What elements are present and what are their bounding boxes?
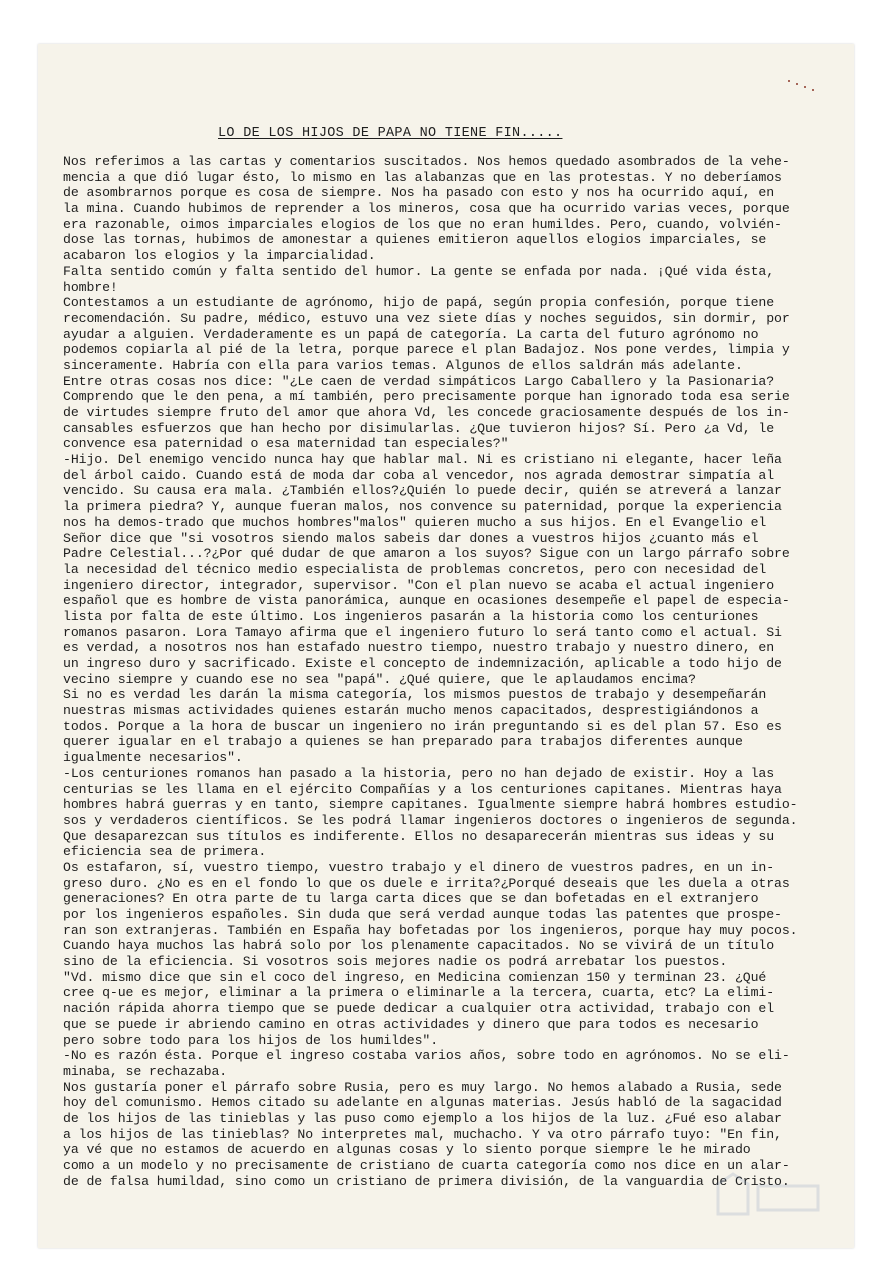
text-line: Contestamos a un estudiante de agrónomo, hijo de papá, según propia confesión, porque tiene — [63, 295, 775, 311]
text-line: sinceramente. Habría con ella para varios temas. Algunos de ellos saldrán más adelante. — [63, 357, 743, 373]
text-line: -Hijo. Del enemigo vencido nunca hay que hablar mal. Ni es cristiano ni elegante, hacer leña — [63, 452, 782, 468]
text-line: hombres habrá guerras y en tanto, siempre capitanes. Igualmente siempre habrá hombres estudio- — [63, 797, 798, 813]
text-line: sino de la eficiencia. Si vosotros sois mejores nadie os podrá arrebatar los puestos. — [63, 954, 728, 970]
text-line: "Vd. mismo dice que sin el coco del ingreso, en Medicina comienzan 150 y terminan 23. ¿Qué — [63, 969, 767, 985]
text-line: Que desaparezcan sus títulos es indiferente. Ellos no desaparecerán mientras sus ideas y su — [63, 828, 775, 844]
text-line: Nos gustaría poner el párrafo sobre Rusia, pero es muy largo. No hemos alabado a Rusia, sede — [63, 1079, 782, 1095]
text-line: lista por falta de este último. Los ingenieros pasarán a la historia como los centuriones — [63, 608, 759, 624]
text-line: nos ha demos-trado que muchos hombres"malos" quieren mucho a sus hijos. En el Evangelio el — [63, 514, 767, 530]
text-line: todos. Porque a la hora de buscar un ingeniero no irán preguntando si es del plan 57. Eso es — [63, 718, 782, 734]
text-line: -Los centuriones romanos han pasado a la historia, pero no han dejado de existir. Hoy a las — [63, 765, 775, 781]
text-line: de los hijos de las tinieblas y las puso como ejemplo a los hijos de la luz. ¿Fué eso alabar — [63, 1110, 782, 1126]
text-line: querer igualar en el trabajo a quienes se han preparado para trabajos diferentes aunque — [63, 734, 743, 750]
text-line: Señor dice que "si vosotros siendo malos sabeis dar dones a vuestros hijos ¿cuanto más el — [63, 530, 759, 546]
text-line: como a un modelo y no precisamente de cristiano de cuarta categoría como nos dice en un alar- — [63, 1158, 790, 1173]
document-body — [63, 154, 823, 1189]
text-line: Cuando haya muchos las habrá solo por los plenamente capacitados. No se vivirá de un título — [63, 938, 775, 954]
archive-watermark-icon — [708, 1164, 828, 1224]
text-line: es verdad, a nosotros nos han estafado nuestro tiempo, nuestro trabajo y nuestro dinero, en — [63, 640, 775, 656]
text-line: Comprendo que le den pena, a mí también, pero precisamente porque han ignorado toda esa serie — [63, 389, 790, 405]
text-line: Si no es verdad les darán la misma categoría, los mismos puestos de trabajo y desempeñarán — [63, 687, 767, 703]
text-line: ran son extranjeras. También en España hay bofetadas por los ingenieros, porque hay muy pocos. — [63, 922, 798, 938]
text-line: ayudar a alguien. Verdaderamente es un papá de categoría. La carta del futuro agrónomo no — [63, 326, 759, 342]
text-line: greso duro. ¿No es en el fondo lo que os duele e irrita?¿Porqué deseais que les duela a otras — [63, 875, 790, 891]
document-title: LO DE LOS HIJOS DE PAPA NO TIENE FIN..... — [218, 126, 563, 141]
text-line: nuestras mismas actividades quienes estarán mucho menos capacitados, desprestigiándonos a — [63, 703, 759, 719]
text-line: mencia a que dió lugar ésto, lo mismo en las alabanzas que en las protestas. Y no deberíamos — [63, 169, 782, 185]
text-line: pero sobre todo para los hijos de los humildes". — [63, 1032, 439, 1048]
text-line: acabaron los elogios y la imparcialidad. — [63, 248, 376, 264]
text-line: igualmente necesarios". — [63, 750, 243, 766]
text-line: convence esa paternidad o esa maternidad tan especiales?" — [63, 436, 509, 452]
text-line: Falta sentido común y falta sentido del humor. La gente se enfada por nada. ¡Qué vida ésta, — [63, 263, 775, 279]
text-line: por los ingenieros españoles. Sin duda que será verdad aunque todas las patentes que prospe- — [63, 907, 782, 922]
text-line: la mina. Cuando hubimos de reprender a los mineros, cosa que ha ocurrido varias veces, porque — [63, 201, 790, 217]
text-line: -No es razón ésta. Porque el ingreso costaba varios años, sobre todo en agrónomos. No se eli- — [63, 1048, 790, 1064]
text-line: cansables esfuerzos que han hecho por disimularlas. ¿Que tuvieron hijos? Sí. Pero ¿a Vd, le — [63, 420, 775, 436]
text-line: hoy del comunismo. Hemos citado su adelante en algunas materias. Jesús habló de la sagacidad — [63, 1095, 782, 1111]
text-line: Os estafaron, sí, vuestro tiempo, vuestro trabajo y el dinero de vuestros padres, en un in- — [63, 859, 775, 875]
text-line: sos y verdaderos científicos. Se les podrá llamar ingenieros doctores o ingenieros de segunda. — [63, 812, 798, 828]
text-line: cree q-ue es mejor, eliminar a la primera o eliminarle a la tercera, cuarta, etc? La elimi- — [63, 985, 775, 1001]
text-line: Entre otras cosas nos dice: "¿Le caen de verdad simpáticos Largo Caballero y la Pasionaria? — [63, 373, 775, 389]
text-line: vecino siempre y cuando ese no sea "papá". ¿Qué quiere, que le aplaudamos encima? — [63, 671, 696, 687]
text-line: Padre Celestial...?¿Por qué dudar de que amaron a los suyos? Sigue con un largo párrafo sobre — [63, 546, 790, 562]
text-line: podemos copiarla al pié de la letra, porque parece el plan Badajoz. Nos pone verdes, limpia y — [63, 342, 790, 358]
text-line: recomendación. Su padre, médico, estuvo una vez siete días y noches seguidos, sin dormir, por — [63, 310, 790, 326]
text-line: Nos referimos a las cartas y comentarios suscitados. Nos hemos quedado asombrados de la vehe- — [63, 154, 790, 169]
text-line: romanos pasaron. Lora Tamayo afirma que el ingeniero futuro lo será tanto como el actual. Si — [63, 624, 782, 640]
text-line: que se puede ir abriendo camino en otras actividades y dinero que para todos es necesario — [63, 1016, 759, 1032]
text-line: centurias se les llama en el ejército Compañías y a los centuriones capitanes. Mientras haya — [63, 781, 782, 797]
text-line: la necesidad del técnico medio especialista de problemas concretos, pero con necesidad del — [63, 561, 767, 577]
text-line: ingeniero director, integrador, supervisor. "Con el plan nuevo se acaba el actual ingeniero — [63, 577, 775, 593]
text-line: dose las tornas, hubimos de amonestar a quienes emitieron aquellos elogios imparciales, se — [63, 232, 767, 248]
text-line: a los hijos de las tinieblas? No interpretes mal, muchacho. Y va otro párrafo tuyo: "En fin, — [63, 1126, 782, 1142]
paper-stain — [784, 74, 824, 94]
text-line: generaciones? En otra parte de tu larga carta dices que se dan bofetadas en el extranjero — [63, 891, 759, 907]
text-line: de virtudes siempre fruto del amor que ahora Vd, les concede graciosamente después de los in- — [63, 405, 790, 420]
text-line: vencido. Su causa era mala. ¿También ellos?¿Quién lo puede decir, quién se atreverá a lanzar — [63, 483, 782, 499]
text-line: de de falsa humildad, sino como un cristiano de primera división, de la vanguardia de Cristo. — [63, 1173, 790, 1189]
text-line: hombre! — [63, 279, 118, 295]
text-line: de asombrarnos porque es cosa de siempre. Nos ha pasado con esto y nos ha ocurrido aquí, en — [63, 185, 775, 201]
document-page — [38, 44, 854, 1248]
text-line: eficiencia sea de primera. — [63, 844, 267, 860]
text-line: era razonable, oimos imparciales elogios de los que no eran humildes. Pero, cuando, volvién- — [63, 216, 782, 232]
text-line: español que es hombre de vista panorámica, aunque en ocasiones desempeñe el papel de especia- — [63, 593, 790, 609]
text-line: minaba, se rechazaba. — [63, 1063, 228, 1079]
text-line: ya vé que no estamos de acuerdo en algunas cosas y lo siento porque siempre le he mirado — [63, 1142, 751, 1158]
text-line: del árbol caido. Cuando está de moda dar coba al vencedor, nos agrada demostrar simpatía al — [63, 467, 775, 483]
text-line: nación rápida ahorra tiempo que se puede dedicar a cualquier otra actividad, trabajo con el — [63, 1001, 775, 1017]
text-line: la primera piedra? Y, aunque fueran malos, nos convence su paternidad, porque la experiencia — [63, 499, 782, 515]
text-line: un ingreso duro y sacrificado. Existe el concepto de indemnización, aplicable a todo hijo de — [63, 656, 782, 671]
